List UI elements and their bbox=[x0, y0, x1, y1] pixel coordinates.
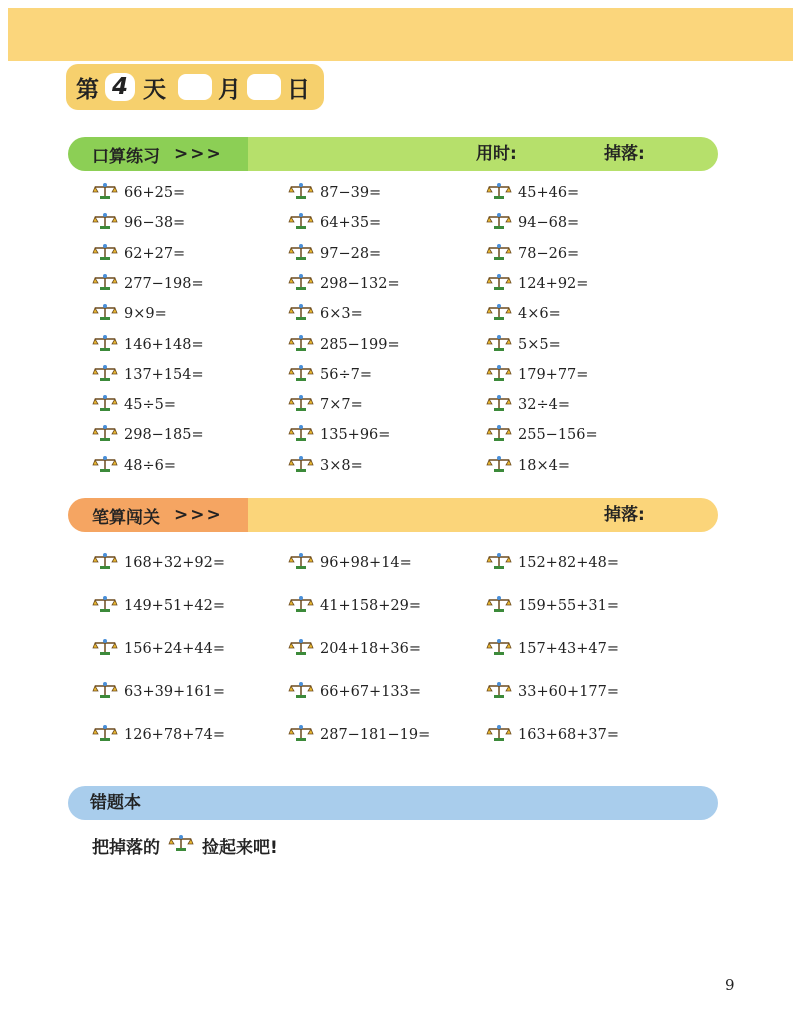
month-blank[interactable] bbox=[178, 74, 212, 100]
oral-problem-text: 5×5= bbox=[518, 336, 561, 353]
oral-problem bbox=[288, 212, 381, 234]
mistake-section-bar bbox=[68, 786, 718, 820]
scale-icon bbox=[92, 455, 118, 477]
oral-problem-text: 87−39= bbox=[320, 185, 382, 201]
oral-problem-text: 124+92= bbox=[518, 275, 589, 292]
written-problem-text: 152+82+48= bbox=[518, 555, 620, 571]
oral-arrows: >>> bbox=[174, 144, 223, 164]
oral-problem-text: 66+25= bbox=[124, 185, 186, 201]
scale-icon bbox=[486, 681, 512, 703]
scale-icon bbox=[92, 552, 118, 574]
written-problem bbox=[486, 681, 619, 703]
oral-problem bbox=[288, 243, 381, 265]
oral-problem bbox=[92, 273, 204, 295]
oral-problem-text: 78−26= bbox=[518, 245, 580, 262]
oral-problem-text: 298−132= bbox=[320, 275, 400, 292]
oral-problem bbox=[92, 424, 204, 446]
oral-problem-text: 6×3= bbox=[320, 306, 363, 323]
oral-problem bbox=[486, 273, 588, 295]
written-problem bbox=[486, 638, 619, 660]
scale-icon bbox=[486, 424, 512, 446]
written-bar-fill bbox=[248, 498, 718, 532]
written-problem bbox=[288, 552, 412, 574]
scale-icon bbox=[288, 182, 314, 204]
oral-problem bbox=[92, 455, 176, 477]
oral-problem bbox=[486, 334, 561, 356]
scale-icon bbox=[92, 724, 118, 746]
written-problem-text: 287−181−19= bbox=[320, 727, 431, 743]
oral-drop-label: 掉落: bbox=[604, 144, 645, 164]
oral-problem-text: 3×8= bbox=[320, 457, 363, 474]
oral-problem-text: 96−38= bbox=[124, 215, 186, 232]
day-suffix: 天 bbox=[143, 76, 166, 103]
written-problem bbox=[486, 724, 619, 746]
oral-section-bar bbox=[68, 137, 718, 171]
day-header bbox=[66, 64, 324, 110]
scale-icon bbox=[288, 303, 314, 325]
oral-problem-text: 48÷6= bbox=[124, 457, 176, 474]
oral-problem-text: 45+46= bbox=[518, 185, 580, 201]
scale-icon bbox=[92, 182, 118, 204]
scale-icon bbox=[288, 243, 314, 265]
oral-problem bbox=[92, 243, 185, 265]
oral-problem-text: 56÷7= bbox=[320, 366, 372, 383]
written-problem-text: 156+24+44= bbox=[124, 641, 226, 657]
oral-problem-text: 135+96= bbox=[320, 427, 391, 444]
oral-problem-text: 298−185= bbox=[124, 427, 204, 444]
oral-problem-text: 137+154= bbox=[124, 366, 204, 383]
scale-icon bbox=[92, 681, 118, 703]
oral-problem-text: 179+77= bbox=[518, 366, 589, 383]
scale-icon bbox=[288, 595, 314, 617]
oral-problem bbox=[288, 273, 400, 295]
scale-icon bbox=[486, 638, 512, 660]
oral-problem-text: 255−156= bbox=[518, 427, 598, 444]
written-problem-text: 41+158+29= bbox=[320, 598, 422, 614]
oral-problem bbox=[486, 424, 598, 446]
oral-problem-text: 64+35= bbox=[320, 215, 382, 232]
written-problem-text: 168+32+92= bbox=[124, 555, 226, 571]
oral-problem bbox=[288, 455, 363, 477]
oral-problem-text: 146+148= bbox=[124, 336, 204, 353]
written-problem bbox=[486, 552, 619, 574]
day-prefix: 第 bbox=[76, 76, 99, 103]
scale-icon bbox=[486, 595, 512, 617]
written-problem-text: 157+43+47= bbox=[518, 641, 620, 657]
written-problem bbox=[92, 638, 225, 660]
written-problem-text: 163+68+37= bbox=[518, 727, 620, 743]
scale-icon bbox=[92, 303, 118, 325]
oral-problem-text: 18×4= bbox=[518, 457, 570, 474]
scale-icon bbox=[92, 424, 118, 446]
written-problem bbox=[92, 724, 225, 746]
oral-problem-text: 7×7= bbox=[320, 397, 363, 414]
mistake-line-after: 捡起来吧! bbox=[202, 838, 278, 858]
oral-problem bbox=[486, 455, 570, 477]
written-problem-text: 204+18+36= bbox=[320, 641, 422, 657]
oral-problem bbox=[288, 364, 372, 386]
written-problem-text: 66+67+133= bbox=[320, 684, 422, 700]
scale-icon bbox=[92, 638, 118, 660]
scale-icon bbox=[288, 638, 314, 660]
oral-problem bbox=[92, 303, 167, 325]
oral-problem bbox=[288, 303, 363, 325]
written-section-bar bbox=[68, 498, 718, 532]
oral-problem bbox=[92, 212, 185, 234]
scale-icon bbox=[92, 394, 118, 416]
written-problem-text: 63+39+161= bbox=[124, 684, 226, 700]
written-problem-text: 96+98+14= bbox=[320, 555, 412, 571]
scale-icon bbox=[486, 724, 512, 746]
written-section-tab bbox=[68, 498, 248, 532]
date-label: 日 bbox=[287, 76, 310, 103]
oral-section-title: 口算练习 bbox=[92, 146, 160, 167]
written-section-title: 笔算闯关 bbox=[92, 507, 160, 528]
oral-problem bbox=[486, 364, 588, 386]
scale-icon bbox=[92, 334, 118, 356]
oral-problem-text: 285−199= bbox=[320, 336, 400, 353]
oral-problem-text: 9×9= bbox=[124, 306, 167, 323]
scale-icon bbox=[288, 552, 314, 574]
scale-icon bbox=[486, 212, 512, 234]
scale-icon bbox=[288, 424, 314, 446]
oral-problem bbox=[288, 394, 363, 416]
page-number: 9 bbox=[725, 976, 735, 994]
scale-icon bbox=[92, 212, 118, 234]
oral-problem-text: 97−28= bbox=[320, 245, 382, 262]
scale-icon bbox=[486, 334, 512, 356]
written-problem-text: 159+55+31= bbox=[518, 598, 620, 614]
oral-problem bbox=[486, 212, 579, 234]
scale-icon bbox=[288, 273, 314, 295]
scale-icon bbox=[288, 334, 314, 356]
oral-problem bbox=[92, 364, 204, 386]
oral-problem-text: 45÷5= bbox=[124, 397, 176, 414]
mistake-line-before: 把掉落的 bbox=[92, 838, 160, 858]
scale-icon bbox=[288, 455, 314, 477]
top-band bbox=[8, 8, 793, 61]
date-blank[interactable] bbox=[247, 74, 281, 100]
written-problem bbox=[486, 595, 619, 617]
written-problem bbox=[288, 638, 421, 660]
day-number: 4 bbox=[105, 73, 135, 101]
scale-icon bbox=[92, 243, 118, 265]
oral-problem bbox=[486, 243, 579, 265]
scale-icon bbox=[288, 724, 314, 746]
oral-section-tab bbox=[68, 137, 248, 171]
written-problem bbox=[92, 595, 225, 617]
mistake-section-title: 错题本 bbox=[90, 793, 141, 813]
written-drop-label: 掉落: bbox=[604, 505, 645, 525]
scale-icon bbox=[486, 394, 512, 416]
oral-problem bbox=[486, 182, 579, 204]
scale-icon bbox=[92, 595, 118, 617]
oral-problem-text: 4×6= bbox=[518, 306, 561, 323]
written-problem bbox=[92, 681, 225, 703]
written-problem bbox=[288, 595, 421, 617]
oral-problem bbox=[288, 424, 390, 446]
scale-icon bbox=[168, 834, 194, 857]
oral-problem-text: 32÷4= bbox=[518, 397, 570, 414]
scale-icon bbox=[486, 243, 512, 265]
oral-problem bbox=[288, 182, 381, 204]
scale-icon bbox=[288, 394, 314, 416]
mistake-instruction bbox=[92, 833, 278, 858]
scale-icon bbox=[486, 455, 512, 477]
month-label: 月 bbox=[218, 76, 241, 103]
written-problem bbox=[288, 724, 430, 746]
written-problem-text: 149+51+42= bbox=[124, 598, 226, 614]
written-arrows: >>> bbox=[174, 505, 223, 525]
written-problem-text: 33+60+177= bbox=[518, 684, 620, 700]
written-problem bbox=[288, 681, 421, 703]
oral-problem bbox=[92, 334, 204, 356]
scale-icon bbox=[486, 182, 512, 204]
scale-icon bbox=[486, 303, 512, 325]
scale-icon bbox=[288, 681, 314, 703]
scale-icon bbox=[92, 273, 118, 295]
written-problem-text: 126+78+74= bbox=[124, 727, 226, 743]
scale-icon bbox=[288, 212, 314, 234]
scale-icon bbox=[486, 273, 512, 295]
scale-icon bbox=[92, 364, 118, 386]
oral-problem-text: 62+27= bbox=[124, 245, 186, 262]
oral-problem bbox=[288, 334, 400, 356]
oral-problem bbox=[92, 182, 185, 204]
oral-problem-text: 277−198= bbox=[124, 275, 204, 292]
oral-problem bbox=[92, 394, 176, 416]
oral-problem-text: 94−68= bbox=[518, 215, 580, 232]
oral-problem bbox=[486, 394, 570, 416]
scale-icon bbox=[486, 364, 512, 386]
oral-problem bbox=[486, 303, 561, 325]
scale-icon bbox=[486, 552, 512, 574]
oral-time-label: 用时: bbox=[476, 144, 517, 164]
written-problem bbox=[92, 552, 225, 574]
scale-icon bbox=[288, 364, 314, 386]
